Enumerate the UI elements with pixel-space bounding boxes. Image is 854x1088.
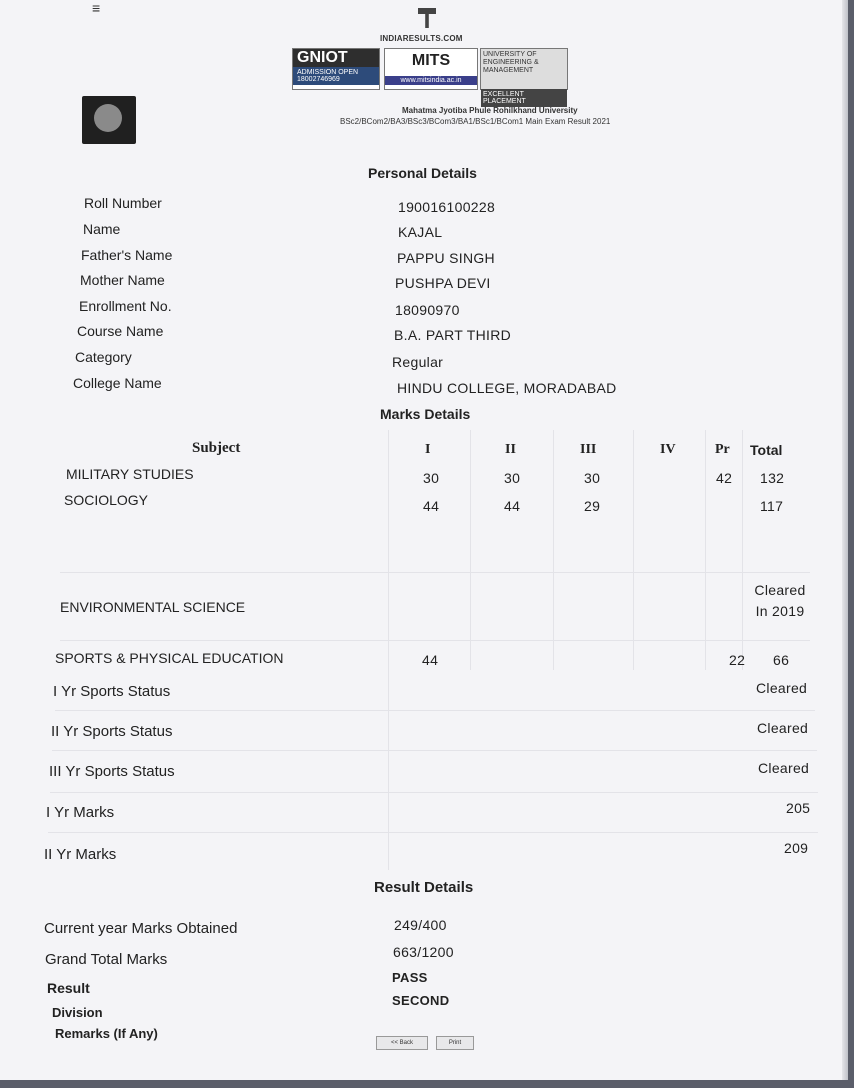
value-current-year-marks: 249/400 — [394, 917, 447, 933]
status-label: I Yr Marks — [46, 804, 115, 821]
grid-line — [60, 572, 810, 573]
mark-i: 30 — [423, 470, 440, 486]
subject-name: SPORTS & PHYSICAL EDUCATION — [55, 650, 284, 666]
col-total: Total — [750, 442, 783, 458]
subject-name: MILITARY STUDIES — [66, 466, 194, 482]
label-roll-number: Roll Number — [84, 195, 162, 211]
grid-line — [470, 430, 471, 670]
status-value: Cleared — [756, 680, 808, 696]
status-label: II Yr Sports Status — [51, 723, 173, 740]
status-value: Cleared — [758, 760, 810, 776]
subject-name: ENVIRONMENTAL SCIENCE — [60, 599, 246, 615]
value-fathers-name: PAPPU SINGH — [397, 250, 495, 266]
grid-line — [52, 750, 817, 751]
subject-name: SOCIOLOGY — [64, 492, 149, 508]
status-value: 209 — [784, 840, 809, 856]
mark-ii: 30 — [504, 470, 521, 486]
label-course-name: Course Name — [77, 323, 164, 339]
col-subject: Subject — [192, 440, 241, 456]
grid-line — [742, 430, 743, 670]
print-button[interactable]: Print — [436, 1036, 474, 1050]
label-name: Name — [83, 221, 121, 237]
value-enrollment-no: 18090970 — [395, 302, 460, 318]
personal-details-heading: Personal Details — [368, 165, 477, 181]
result-details-heading: Result Details — [374, 879, 474, 896]
col-i: I — [425, 442, 431, 457]
site-name: INDIARESULTS.COM — [380, 34, 463, 43]
mark-i: 44 — [422, 652, 439, 668]
label-enrollment-no: Enrollment No. — [79, 298, 172, 314]
grid-line — [60, 640, 810, 641]
grid-line — [633, 430, 634, 670]
grid-line — [705, 430, 706, 670]
grid-line — [55, 710, 815, 711]
menu-icon[interactable]: ≡ — [92, 0, 101, 16]
status-label: III Yr Sports Status — [49, 763, 175, 780]
mark-total: 132 — [760, 470, 785, 486]
label-grand-total: Grand Total Marks — [45, 951, 168, 968]
mark-i: 44 — [423, 498, 440, 514]
grid-line — [388, 430, 389, 870]
value-mother-name: PUSHPA DEVI — [395, 275, 491, 291]
label-category: Category — [75, 349, 132, 365]
grid-line — [553, 430, 554, 670]
value-roll-number: 190016100228 — [398, 199, 496, 215]
value-grand-total: 663/1200 — [393, 944, 454, 960]
value-division: SECOND — [392, 993, 450, 1008]
label-result: Result — [47, 980, 90, 996]
ad-banner-gniot[interactable]: GNIOT ADMISSION OPEN 18002746969 — [292, 48, 380, 90]
label-remarks: Remarks (If Any) — [55, 1026, 158, 1041]
mark-total: 66 — [773, 652, 790, 668]
mark-ii: 44 — [504, 498, 521, 514]
ad-banner-mits[interactable]: MITS www.mitsindia.ac.in — [384, 48, 478, 90]
mark-pr: 22 — [729, 652, 746, 668]
col-ii: II — [505, 442, 516, 457]
exam-title: BSc2/BCom2/BA3/BSc3/BCom3/BA1/BSc1/BCom1 Main Exam Result 2021 — [340, 117, 611, 126]
university-logo-icon — [82, 96, 136, 144]
status-value: Cleared — [757, 720, 809, 736]
label-current-year-marks: Current year Marks Obtained — [44, 920, 238, 937]
value-college-name: HINDU COLLEGE, MORADABAD — [397, 380, 617, 396]
back-button[interactable]: << Back — [376, 1036, 428, 1050]
label-division: Division — [52, 1005, 103, 1020]
mark-iii: 30 — [584, 470, 601, 486]
mark-iii: 29 — [584, 498, 601, 514]
ad-banner-university[interactable]: UNIVERSITY OF ENGINEERING & MANAGEMENT EXCELLENT PLACEMENT — [480, 48, 568, 90]
mark-pr: 42 — [716, 470, 733, 486]
status-label: I Yr Sports Status — [53, 683, 171, 700]
value-course-name: B.A. PART THIRD — [394, 327, 512, 343]
grid-line — [48, 832, 818, 833]
value-result: PASS — [392, 970, 428, 985]
value-category: Regular — [392, 354, 444, 370]
label-fathers-name: Father's Name — [81, 247, 173, 263]
status-label: II Yr Marks — [44, 846, 117, 863]
marks-details-heading: Marks Details — [380, 406, 471, 422]
label-mother-name: Mother Name — [80, 272, 165, 288]
status-value: 205 — [786, 800, 811, 816]
site-logo-icon — [418, 8, 436, 28]
col-pr: Pr — [715, 442, 730, 457]
col-iv: IV — [660, 442, 676, 457]
value-name: KAJAL — [398, 224, 443, 240]
university-name: Mahatma Jyotiba Phule Rohilkhand University — [402, 106, 578, 115]
label-college-name: College Name — [73, 375, 162, 391]
mark-total: 117 — [760, 498, 784, 514]
grid-line — [50, 792, 818, 793]
mark-total: Cleared In 2019 — [754, 582, 806, 619]
col-iii: III — [580, 442, 597, 457]
